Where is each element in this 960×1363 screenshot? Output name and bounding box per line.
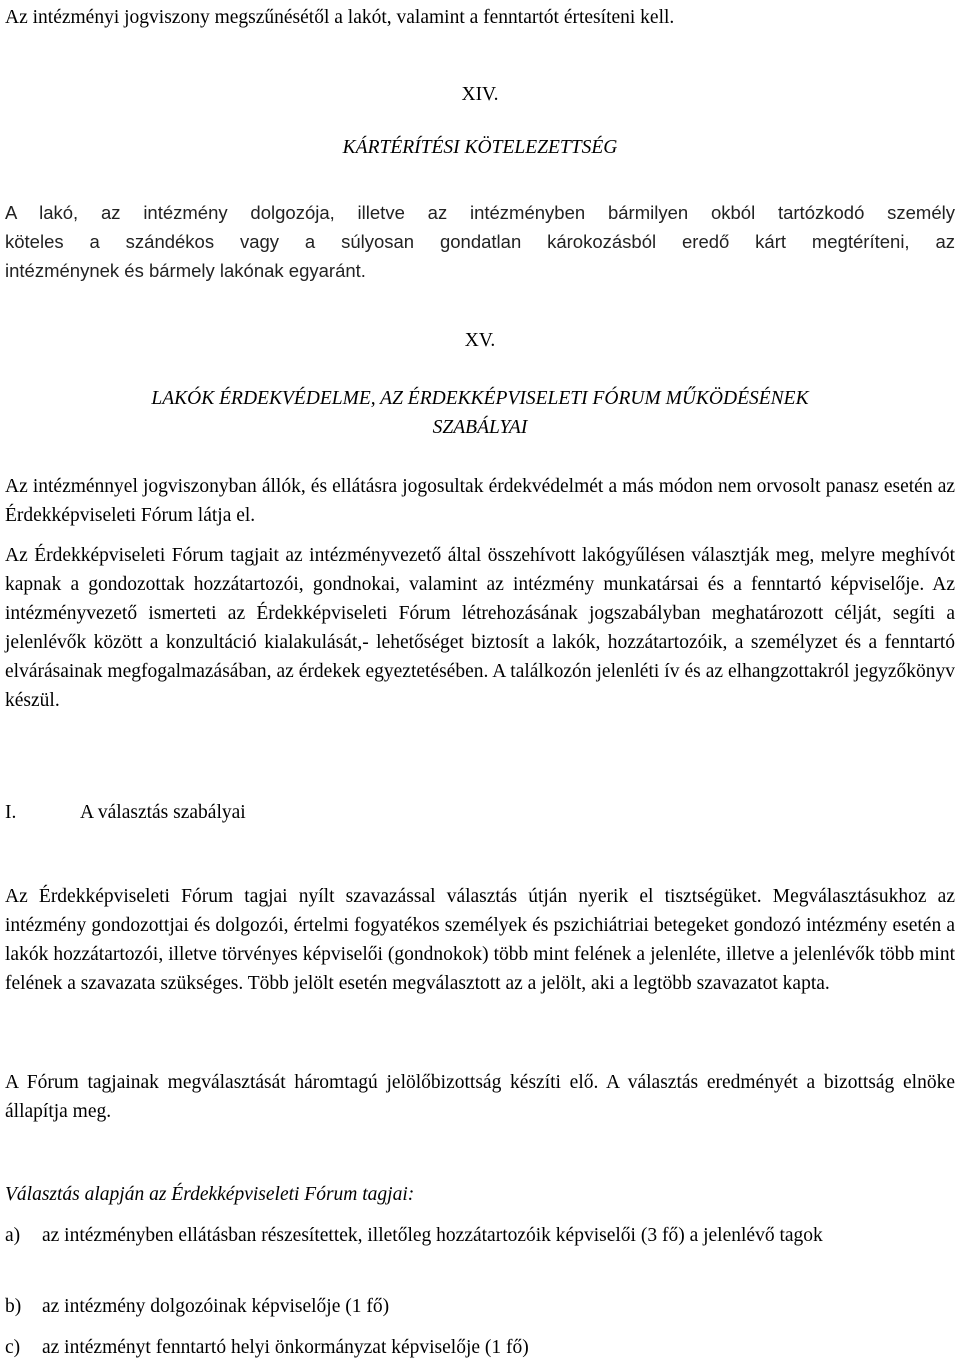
list-item — [5, 1221, 955, 1279]
section15-paragraph-1: Az intézménnyel jogviszonyban állók, és ellátásra jogosultak érdekvédelmét a más módon nem orvosolt panasz esetén az Érdekképviseleti Fórum látja el. — [5, 476, 955, 526]
list-item-label: c) — [5, 1337, 21, 1358]
intro-line: Az intézményi jogviszony megszűnésétől a lakót, valamint a fenntartót értesíteni kell. — [5, 7, 675, 28]
list-item — [5, 1333, 955, 1362]
members-heading: Választás alapján az Érdekképviseleti Fórum tagjai: — [5, 1184, 415, 1205]
section-number-15: XV. — [464, 330, 496, 351]
section-title-15-line1: LAKÓK ÉRDEKVÉDELME, AZ ÉRDEKKÉPVISELETI FÓRUM MŰKÖDÉSÉNEK — [151, 388, 809, 409]
section14-line-3: intézménynek és bármely lakónak egyaránt. — [5, 260, 366, 281]
subsection-number: I. — [5, 802, 17, 823]
list-item-text: az intézményt fenntartó helyi önkormányzat képviselője (1 fő) — [42, 1337, 529, 1358]
list-item-label: b) — [5, 1296, 22, 1317]
section-title-14: KÁRTÉRÍTÉSI KÖTELEZETTSÉG — [342, 137, 618, 158]
list-item-text: az intézményben ellátásban részesítettek, illetőleg hozzátartozóik képviselői (3 fő) a jelenlévő tagok — [42, 1225, 823, 1246]
list-item — [5, 1292, 955, 1321]
section-number-14: XIV. — [461, 84, 499, 105]
subsection-paragraph-1: Az Érdekképviseleti Fórum tagjai nyílt szavazással választás útján nyerik el tisztségüket. Megválasztásukhoz az intézmény gondozottjai és dolgozói, értelmi fogyatékos személyek és pszichiátriai betegeket gondozó intézmény esetén a lakók hozzátartozói, illetve törvényes képviselői (gondnokok) több mint felének a jelenléte, illetve a jelenlévők több mint felének a szavazata szükséges. Több jelölt esetén megválasztott az a jelölt, aki a legtöbb szavazatot kapta. — [5, 886, 955, 994]
section-title-15-line2: SZABÁLYAI — [432, 417, 528, 438]
subsection-title: A választás szabályai — [80, 802, 246, 823]
list-item-text: az intézmény dolgozóinak képviselője (1 fő) — [42, 1296, 390, 1317]
list-item-label: a) — [5, 1225, 21, 1246]
section14-line-2: köteles a szándékos vagy a súlyosan gondatlan károkozásból eredő kárt megtéríteni, az — [5, 231, 955, 252]
section15-paragraph-2: Az Érdekképviseleti Fórum tagjait az intézményvezető által összehívott lakógyűlésen választják meg, melyre meghívót kapnak a gondozottak hozzátartozói, gondnokai, valamint az intézmény munkatársai és a fenntartó képviselője. Az intézményvezető ismerteti az Érdekképviseleti Fórum létrehozásának jogszabályban meghatározott célját, segíti a jelenlévők között a konzultáció kialakulását,- lehetőséget biztosít a lakók, hozzátartozóik, a személyzet és a fenntartó elvárásainak megfogalmazásában, az érdekek egyeztetésében. A találkozón jelenléti ív és az elhangzottakról jegyzőkönyv készül. — [5, 545, 955, 711]
section14-line-1: A lakó, az intézmény dolgozója, illetve az intézményben bármilyen okból tartózkodó személy — [5, 202, 955, 223]
subsection-paragraph-2: A Fórum tagjainak megválasztását háromtagú jelölőbizottság készíti elő. A választás eredményét a bizottság elnöke állapítja meg. — [5, 1072, 955, 1122]
